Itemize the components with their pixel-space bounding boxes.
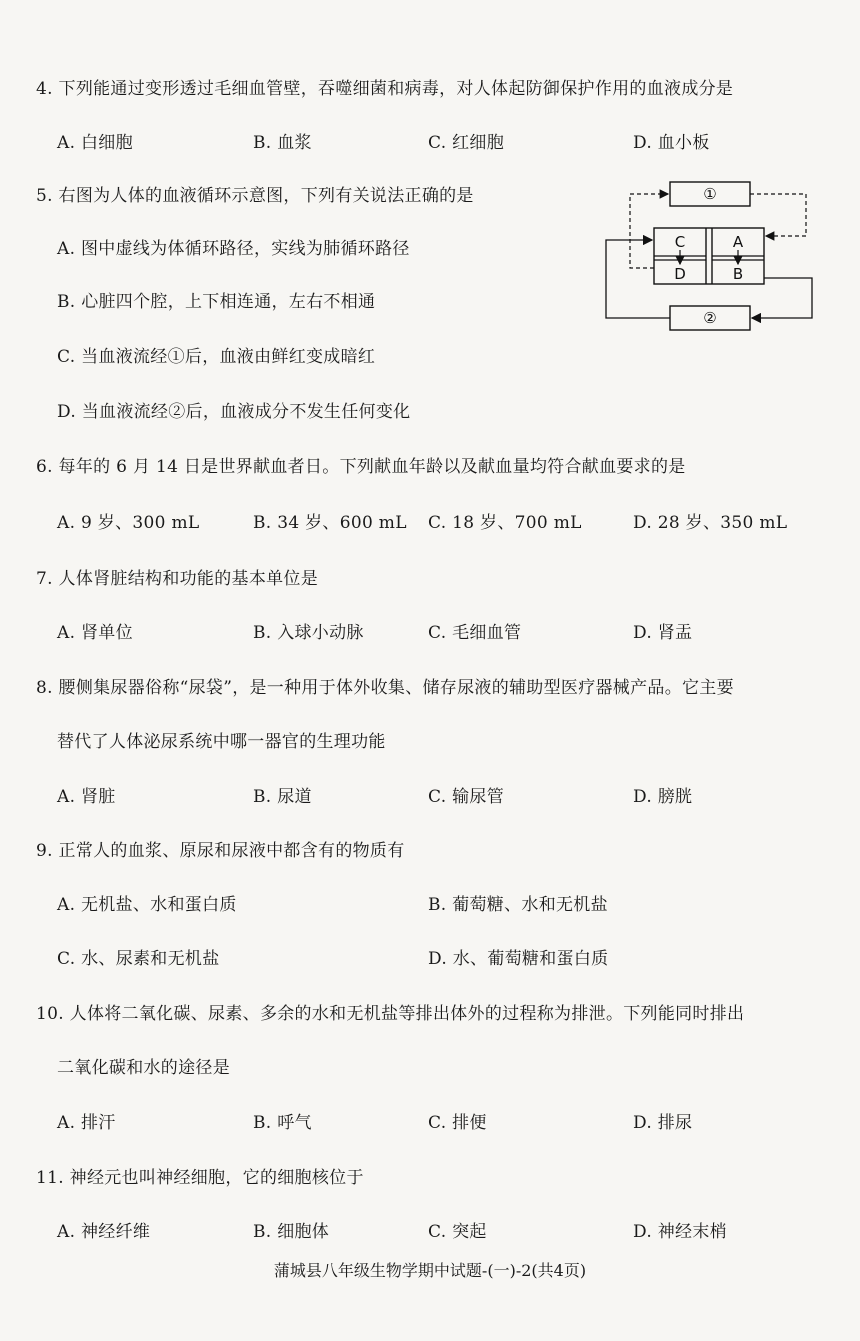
question-9-option-b: B. 葡萄糖、水和无机盐 [428, 895, 608, 915]
question-7-option-d: D. 肾盂 [633, 623, 693, 643]
chamber-c-label: C [674, 233, 686, 251]
question-10-option-b: B. 呼气 [253, 1113, 312, 1133]
chamber-d-label: D [674, 265, 686, 283]
question-6-option-b: B. 34 岁、600 mL [253, 513, 407, 533]
question-6-option-a: A. 9 岁、300 mL [57, 513, 200, 533]
question-5-option-d: D. 当血液流经②后，血液成分不发生任何变化 [57, 402, 411, 422]
question-4-stem: 4. 下列能通过变形透过毛细血管壁，吞噬细菌和病毒，对人体起防御保护作用的血液成分是 [36, 79, 734, 99]
question-11-option-d: D. 神经末梢 [633, 1222, 727, 1242]
question-8-option-b: B. 尿道 [253, 787, 312, 807]
question-8-option-d: D. 膀胱 [633, 787, 693, 807]
organ-box-2-label: ② [703, 309, 717, 327]
solid-path-left [606, 240, 670, 318]
chamber-a-label: A [732, 233, 744, 251]
question-6-option-d: D. 28 岁、350 mL [633, 513, 788, 533]
question-11-option-b: B. 细胞体 [253, 1222, 330, 1242]
question-4-option-d: D. 血小板 [633, 133, 710, 153]
question-10-stem-line-1: 10. 人体将二氧化碳、尿素、多余的水和无机盐等排出体外的过程称为排泄。下列能同时排出 [36, 1004, 745, 1024]
question-8-stem-line-2: 替代了人体泌尿系统中哪一器官的生理功能 [57, 732, 386, 752]
question-10-option-d: D. 排尿 [633, 1113, 693, 1133]
question-8-stem-line-1: 8. 腰侧集尿器俗称“尿袋”，是一种用于体外收集、储存尿液的辅助型医疗器械产品。它主要 [36, 678, 734, 698]
question-10-stem-line-2: 二氧化碳和水的途径是 [57, 1058, 230, 1078]
question-4-option-b: B. 血浆 [253, 133, 312, 153]
question-5-stem: 5. 右图为人体的血液循环示意图，下列有关说法正确的是 [36, 186, 474, 206]
question-6-stem: 6. 每年的 6 月 14 日是世界献血者日。下列献血年龄以及献血量均符合献血要求的是 [36, 457, 686, 477]
question-4-option-a: A. 白细胞 [57, 133, 133, 153]
question-9-option-a: A. 无机盐、水和蛋白质 [57, 895, 237, 915]
chamber-b-label: B [732, 265, 744, 283]
question-10-option-c: C. 排便 [428, 1113, 487, 1133]
question-7-option-b: B. 入球小动脉 [253, 623, 364, 643]
question-11-option-a: A. 神经纤维 [57, 1222, 151, 1242]
question-5-option-b: B. 心脏四个腔，上下相连通，左右不相通 [57, 292, 376, 312]
question-11-stem: 11. 神经元也叫神经细胞，它的细胞核位于 [36, 1168, 364, 1188]
dashed-path-left [630, 194, 668, 268]
question-6-option-c: C. 18 岁、700 mL [428, 513, 582, 533]
question-8-option-c: C. 输尿管 [428, 787, 505, 807]
question-5-option-c: C. 当血液流经①后，血液由鲜红变成暗红 [57, 347, 376, 367]
question-7-option-c: C. 毛细血管 [428, 623, 522, 643]
organ-box-1-label: ① [703, 185, 717, 203]
question-7-stem: 7. 人体肾脏结构和功能的基本单位是 [36, 569, 319, 589]
dashed-path-right [750, 194, 806, 236]
question-9-option-d: D. 水、葡萄糖和蛋白质 [428, 949, 609, 969]
question-4-option-c: C. 红细胞 [428, 133, 505, 153]
question-9-option-c: C. 水、尿素和无机盐 [57, 949, 220, 969]
question-7-option-a: A. 肾单位 [57, 623, 133, 643]
question-11-option-c: C. 突起 [428, 1222, 487, 1242]
blood-circulation-diagram [598, 178, 818, 338]
question-9-stem: 9. 正常人的血浆、原尿和尿液中都含有的物质有 [36, 841, 405, 861]
page-footer: 蒲城县八年级生物学期中试题-(一)-2(共4页) [273, 1261, 587, 1280]
question-5-option-a: A. 图中虚线为体循环路径，实线为肺循环路径 [57, 239, 410, 259]
question-8-option-a: A. 肾脏 [57, 787, 116, 807]
question-10-option-a: A. 排汗 [57, 1113, 116, 1133]
